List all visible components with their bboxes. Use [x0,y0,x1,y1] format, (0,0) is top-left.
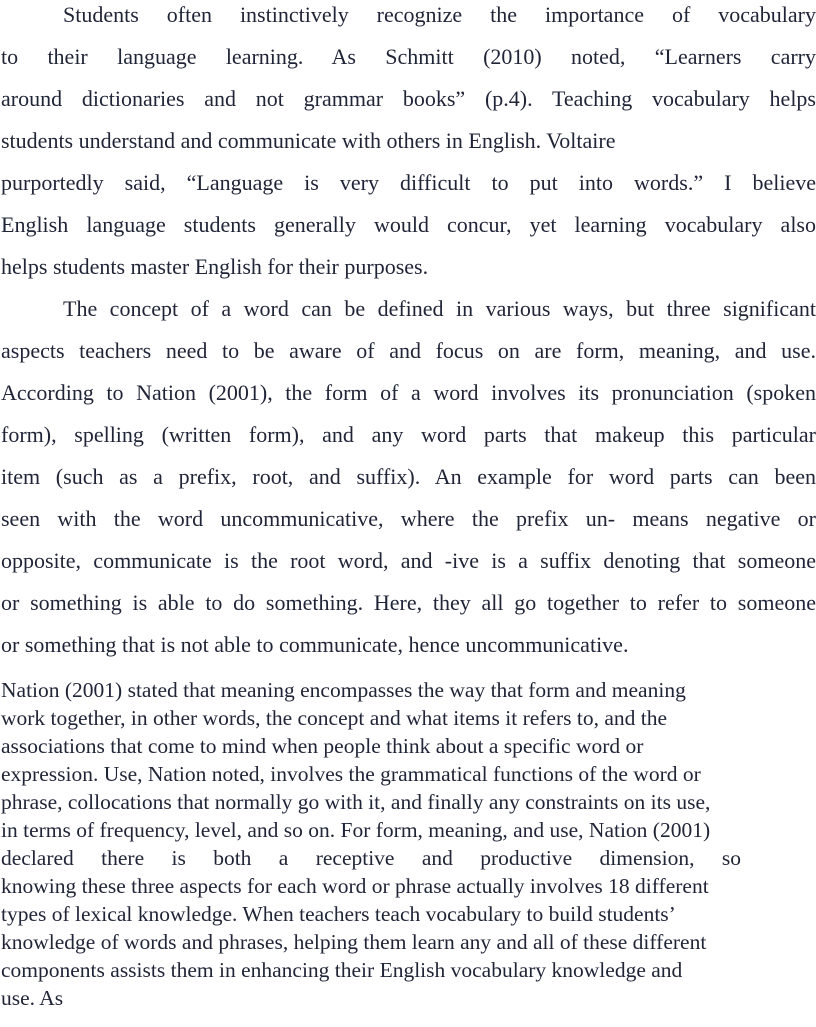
text-line: aspects teachers need to be aware of and focus on are form, meaning, and use. [1,338,816,363]
text-line: types of lexical knowledge. When teachers teach vocabulary to build students’ [1,902,676,926]
text-line: seen with the word uncommunicative, where the prefix un- means negative or [1,506,816,531]
text-line: phrase, collocations that normally go with it, and finally any constraints on its use, [1,790,711,814]
text-line: expression. Use, Nation noted, involves the grammatical functions of the word or [1,762,701,786]
text-line: use. As [1,986,64,1010]
text-line: to their language learning. As Schmitt (2010) noted, “Learners carry [1,44,816,69]
text-line: in terms of frequency, level, and so on. For form, meaning, and use, Nation (2001) [1,818,711,842]
text-line: opposite, communicate is the root word, and -ive is a suffix denoting that someone [1,548,816,573]
text-line: around dictionaries and not grammar books” (p.4). Teaching vocabulary helps [1,86,816,111]
text-line: students understand and communicate with others in English. Voltaire [1,128,616,153]
text-line: associations that come to mind when people think about a specific word or [1,734,644,758]
text-line: components assists them in enhancing their English vocabulary knowledge and [1,958,683,982]
text-line: knowing these three aspects for each word or phrase actually involves 18 different [1,874,709,898]
text-line: work together, in other words, the concept and what items it refers to, and the [1,706,668,730]
text-line: item (such as a prefix, root, and suffix). An example for word parts can been [1,464,816,489]
text-line: knowledge of words and phrases, helping them learn any and all of these different [1,930,707,954]
text-line: or something that is not able to communicate, hence uncommunicative. [1,632,629,657]
text-line: English language students generally would concur, yet learning vocabulary also [1,212,816,237]
text-line: According to Nation (2001), the form of a word involves its pronunciation (spoken [1,380,816,405]
text-line: Nation (2001) stated that meaning encompasses the way that form and meaning [1,678,686,702]
text-line: The concept of a word can be defined in various ways, but three significant [63,296,816,321]
text-line: or something is able to do something. Here, they all go together to refer to someone [1,590,816,615]
text-line: Students often instinctively recognize the importance of vocabulary [63,2,816,27]
text-line: helps students master English for their purposes. [1,254,429,279]
text-line: purportedly said, “Language is very difficult to put into words.” I believe [1,170,816,195]
text-line: form), spelling (written form), and any word parts that makeup this particular [1,422,816,447]
text-line: declared there is both a receptive and productive dimension, so [1,846,741,870]
